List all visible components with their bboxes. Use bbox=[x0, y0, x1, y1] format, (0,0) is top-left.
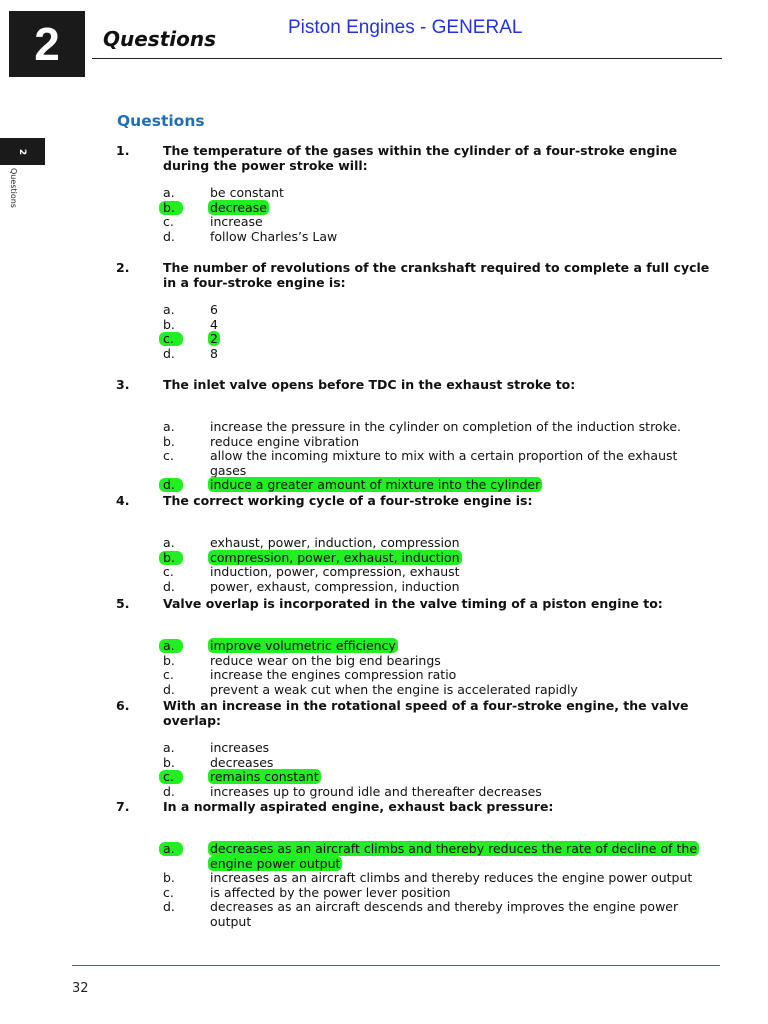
option-letter: b. bbox=[163, 870, 175, 886]
option-text: reduce engine vibration bbox=[210, 433, 360, 449]
question-number: 1. bbox=[116, 143, 130, 158]
answer-option bbox=[116, 580, 716, 595]
section-heading: Questions bbox=[103, 27, 217, 51]
page-number: 32 bbox=[72, 981, 89, 996]
option-letter: c. bbox=[163, 564, 174, 580]
answer-option bbox=[116, 435, 716, 450]
question-stem bbox=[116, 143, 716, 173]
question-text: Valve overlap is incorporated in the valve timing of a piston engine to: bbox=[163, 596, 663, 611]
option-text: decreases as an aircraft descends and thereby improves the engine power output bbox=[210, 899, 679, 929]
answer-option bbox=[116, 565, 716, 580]
option-text: 4 bbox=[210, 316, 218, 332]
option-text: prevent a weak cut when the engine is accelerated rapidly bbox=[210, 681, 578, 697]
answer-options bbox=[116, 420, 716, 493]
answer-option-highlighted bbox=[116, 551, 716, 566]
question-5 bbox=[116, 596, 716, 697]
option-letter: b. bbox=[163, 652, 175, 668]
option-letter: b. bbox=[163, 316, 175, 332]
option-letter: b. bbox=[163, 433, 175, 449]
option-letter: a. bbox=[163, 419, 175, 434]
option-text: allow the incoming mixture to mix with a certain proportion of the exhaust gases bbox=[210, 448, 678, 478]
answer-option bbox=[116, 536, 716, 551]
option-text: 8 bbox=[210, 345, 218, 361]
option-letter: a. bbox=[163, 638, 175, 653]
answer-option-highlighted bbox=[116, 201, 716, 216]
answer-option bbox=[116, 186, 716, 201]
question-text: With an increase in the rotational speed of a four-stroke engine, the valve overlap: bbox=[163, 698, 689, 728]
option-letter: d. bbox=[163, 477, 175, 493]
option-text: induction, power, compression, exhaust bbox=[210, 564, 460, 580]
option-letter: b. bbox=[163, 754, 175, 770]
question-6 bbox=[116, 698, 716, 799]
question-stem bbox=[116, 799, 716, 829]
question-text: The temperature of the gases within the cylinder of a four-stroke engine during the power stroke will: bbox=[163, 143, 678, 173]
answer-option bbox=[116, 347, 716, 362]
question-7 bbox=[116, 799, 716, 930]
question-stem bbox=[116, 698, 716, 728]
answer-option bbox=[116, 230, 716, 245]
option-text: decreases as an aircraft climbs and thereby reduces the rate of decline of the engine power output bbox=[210, 841, 698, 871]
option-letter: b. bbox=[163, 199, 175, 215]
answer-option bbox=[116, 654, 716, 669]
answer-option-highlighted bbox=[116, 770, 716, 785]
answer-option bbox=[116, 420, 716, 435]
answer-option bbox=[116, 668, 716, 683]
answer-option bbox=[116, 449, 716, 478]
option-text: induce a greater amount of mixture into the cylinder bbox=[210, 477, 541, 493]
answer-options bbox=[116, 639, 716, 697]
answer-options bbox=[116, 536, 716, 594]
option-text: improve volumetric efficiency bbox=[210, 638, 396, 653]
option-text: increases as an aircraft climbs and thereby reduces the engine power output bbox=[210, 870, 693, 886]
question-number: 3. bbox=[116, 377, 130, 392]
option-text: reduce wear on the big end bearings bbox=[210, 652, 441, 668]
option-text: follow Charles’s Law bbox=[210, 228, 338, 244]
option-letter: d. bbox=[163, 345, 175, 361]
option-letter: c. bbox=[163, 884, 174, 900]
option-text: increases bbox=[210, 740, 270, 755]
question-text: The inlet valve opens before TDC in the exhaust stroke to: bbox=[163, 377, 576, 392]
question-text: In a normally aspirated engine, exhaust back pressure: bbox=[163, 799, 554, 814]
question-text: The number of revolutions of the crankshaft required to complete a full cycle in a four-stroke engine is: bbox=[163, 260, 710, 290]
option-letter: d. bbox=[163, 228, 175, 244]
question-number: 6. bbox=[116, 698, 130, 713]
option-letter: c. bbox=[163, 448, 174, 464]
answer-option bbox=[116, 871, 716, 886]
option-letter: c. bbox=[163, 667, 174, 683]
document-title: Piston Engines - GENERAL bbox=[288, 17, 523, 38]
question-1 bbox=[116, 143, 716, 244]
option-text: 2 bbox=[210, 331, 218, 347]
option-text: be constant bbox=[210, 185, 284, 200]
answer-option bbox=[116, 886, 716, 901]
footer-divider bbox=[72, 965, 720, 966]
option-letter: d. bbox=[163, 681, 175, 697]
question-text: The correct working cycle of a four-stroke engine is: bbox=[163, 493, 533, 508]
answer-options bbox=[116, 303, 716, 361]
option-text: increase the engines compression ratio bbox=[210, 667, 457, 683]
option-letter: a. bbox=[163, 302, 175, 317]
option-letter: c. bbox=[163, 214, 174, 230]
option-letter: a. bbox=[163, 185, 175, 200]
option-letter: a. bbox=[163, 535, 175, 550]
side-tab-label: Questions bbox=[9, 168, 18, 208]
header-divider bbox=[92, 58, 722, 59]
chapter-number-box bbox=[9, 11, 85, 77]
answer-option bbox=[116, 683, 716, 698]
option-text: increase the pressure in the cylinder on completion of the induction stroke. bbox=[210, 419, 682, 434]
question-number: 5. bbox=[116, 596, 130, 611]
question-number: 2. bbox=[116, 260, 130, 275]
option-text: increases up to ground idle and thereafter decreases bbox=[210, 783, 542, 799]
question-stem bbox=[116, 377, 716, 407]
option-text: compression, power, exhaust, induction bbox=[210, 549, 460, 565]
question-4 bbox=[116, 493, 716, 594]
answer-option-highlighted bbox=[116, 332, 716, 347]
question-3 bbox=[116, 377, 716, 493]
answer-option bbox=[116, 318, 716, 333]
option-letter: c. bbox=[163, 331, 174, 347]
answer-option-highlighted bbox=[116, 639, 716, 654]
option-text: exhaust, power, induction, compression bbox=[210, 535, 460, 550]
option-letter: d. bbox=[163, 783, 175, 799]
answer-option bbox=[116, 785, 716, 800]
option-text: decrease bbox=[210, 199, 267, 215]
option-text: is affected by the power lever position bbox=[210, 884, 451, 900]
answer-option-highlighted bbox=[116, 478, 716, 493]
side-chapter-tab bbox=[0, 138, 45, 165]
answer-option bbox=[116, 756, 716, 771]
answer-options bbox=[116, 842, 716, 930]
option-text: power, exhaust, compression, induction bbox=[210, 578, 460, 594]
answer-option bbox=[116, 215, 716, 230]
answer-option-highlighted bbox=[116, 842, 716, 871]
question-number: 7. bbox=[116, 799, 130, 814]
question-stem bbox=[116, 596, 716, 626]
question-stem bbox=[116, 260, 716, 290]
option-text: decreases bbox=[210, 754, 274, 770]
questions-heading: Questions bbox=[117, 112, 205, 130]
option-letter: b. bbox=[163, 549, 175, 565]
answer-option bbox=[116, 900, 716, 929]
option-letter: a. bbox=[163, 740, 175, 755]
chapter-number: 2 bbox=[34, 18, 60, 70]
option-letter: a. bbox=[163, 841, 175, 856]
option-text: remains constant bbox=[210, 769, 319, 785]
answer-option bbox=[116, 741, 716, 756]
answer-option bbox=[116, 303, 716, 318]
answer-options bbox=[116, 741, 716, 799]
side-tab-number: 2 bbox=[17, 148, 28, 155]
question-2 bbox=[116, 260, 716, 361]
option-text: increase bbox=[210, 214, 263, 230]
option-text: 6 bbox=[210, 302, 218, 317]
answer-options bbox=[116, 186, 716, 244]
option-letter: d. bbox=[163, 899, 175, 915]
question-stem bbox=[116, 493, 716, 523]
question-number: 4. bbox=[116, 493, 130, 508]
option-letter: d. bbox=[163, 578, 175, 594]
option-letter: c. bbox=[163, 769, 174, 785]
